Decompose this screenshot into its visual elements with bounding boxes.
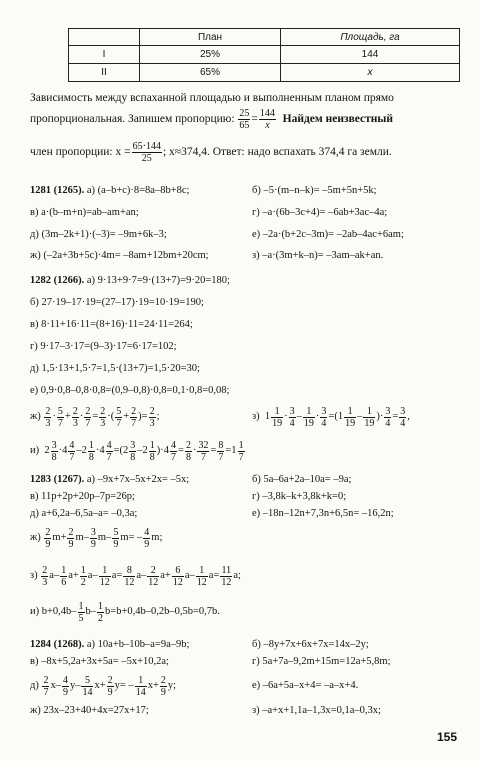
- answer-z: з) –a+x+1,1a–1,3x=0,1a–0,3x;: [252, 705, 381, 716]
- denominator: x: [265, 119, 270, 131]
- answer-v: в) 8·11+16·11=(8+16)·11=24·11=264;: [30, 319, 193, 330]
- fraction: $\frac{3}{4}$: [385, 405, 391, 429]
- answer-g: г) –3,8k–k+3,8k+k=0;: [252, 491, 347, 502]
- intro-line-2: [30, 106, 393, 132]
- fraction: $\frac{5}{7}$: [116, 405, 122, 429]
- answer-g: г) 5a+7a–9,2m+15m=12a+5,8m;: [252, 656, 391, 667]
- fraction: $\frac{3}{4}$: [321, 405, 327, 429]
- answer-i: и) b+0,4b– $\frac{1}{5}$ b– $\frac{1}{2}$ b=b+0,4b–0,2b–0,5b=0,7b.: [30, 600, 220, 624]
- fraction: [132, 141, 162, 164]
- intro-line-1: Зависимость между вспаханной площадью и выполненным планом прямо: [30, 92, 394, 104]
- item-label: ж): [30, 532, 41, 543]
- intro-text: ; x≈374,4. Ответ: надо вспахать 374,4 га земли.: [162, 146, 392, 158]
- answer-e: е) –2a·(b+2c–3m)= –2ab–4ac+6am;: [252, 229, 404, 240]
- intro-text-bold: Найдем неизвестный: [282, 113, 394, 125]
- fraction: $\frac{1}{12}$: [99, 564, 110, 588]
- fraction: $\frac{2}{9}$: [68, 526, 74, 550]
- fraction: $\frac{1}{2}$: [98, 600, 104, 624]
- fraction: $\frac{8}{12}$: [124, 564, 135, 588]
- fraction: $\frac{1}{12}$: [196, 564, 207, 588]
- fraction: [238, 108, 250, 131]
- item-label: з): [252, 411, 260, 422]
- fraction: $\frac{2}{3}$: [72, 405, 78, 429]
- fraction: $\frac{1}{7}$: [238, 439, 244, 463]
- plan-table: [68, 28, 460, 82]
- fraction: $\frac{2}{9}$: [45, 526, 51, 550]
- answer-z: з) $\frac{2}{3}$ a– $\frac{1}{6}$ a+ $\frac{1}{2}$ a– $\frac{1}{12}$ a= $\frac{8}{12}$ a– $\frac{2}{12}$ a+ $\frac{6}{12}$ a– $\frac{1}{12}$ a= $\frac{11}{12}$ a;: [30, 564, 241, 588]
- answer-b: б) 27·19–17·19=(27–17)·19=10·19=190;: [30, 297, 204, 308]
- numerator: 144: [259, 107, 275, 119]
- numerator: 25: [239, 107, 250, 119]
- fraction: $\frac{1}{19}$: [272, 405, 283, 429]
- fraction: $\frac{6}{12}$: [172, 564, 183, 588]
- fraction: $\frac{2}{7}$: [85, 405, 91, 429]
- item-label: и): [30, 445, 40, 456]
- answer-g: г) 9·17–3·17=(9–3)·17=6·17=102;: [30, 341, 177, 352]
- answer-d: д) a+6,2a–6,5a–a= –0,3a;: [30, 508, 138, 519]
- table-cell: II: [69, 64, 140, 82]
- fraction: $\frac{8}{7}$: [218, 439, 224, 463]
- answer-v: в) a·(b–m+n)=ab–am+an;: [30, 207, 139, 218]
- item-label: ж): [30, 411, 41, 422]
- answer-z: з) –a·(3m+k–n)= –3am–ak+an.: [252, 250, 384, 261]
- answer-a: а) (a–b+c)·8=8a–8b+8c;: [86, 185, 190, 196]
- problem-1283-line: [30, 473, 189, 487]
- fraction: $\frac{2}{3}$: [42, 564, 48, 588]
- fraction: $\frac{5}{14}$: [82, 674, 93, 698]
- answer-z: з) 1 $\frac{1}{19}$ · $\frac{3}{4}$ – $\frac{1}{19}$ · $\frac{3}{4}$ =(1 $\frac{1}{19}$ – $\frac{1}{19}$ )· $\frac{3}{4}$ = $\frac{3}{4}$ ,: [252, 405, 410, 429]
- item-label: з): [30, 570, 38, 581]
- fraction: $\frac{5}{7}$: [57, 405, 63, 429]
- fraction: $\frac{1}{19}$: [303, 405, 314, 429]
- table-cell: x: [281, 64, 460, 82]
- problem-number: 1283 (1267).: [30, 474, 85, 485]
- fraction: $\frac{1}{8}$: [88, 439, 94, 463]
- table-cell: [69, 29, 140, 46]
- intro-text: пропорциональная. Запишем пропорцию:: [30, 113, 235, 125]
- fraction: $\frac{2}{7}$: [131, 405, 137, 429]
- answer-d: д) 1,5·13+1,5·7=1,5·(13+7)=1,5·20=30;: [30, 363, 200, 374]
- fraction: $\frac{1}{8}$: [149, 439, 155, 463]
- fraction: $\frac{3}{4}$: [400, 405, 406, 429]
- fraction: $\frac{1}{14}$: [135, 674, 146, 698]
- answer-v: в) –8x+5,2a+3x+5a= –5x+10,2a;: [30, 656, 169, 667]
- answer-b: б) 5a–6a+2a–10a= –9a;: [252, 474, 352, 485]
- fraction: $\frac{32}{7}$: [198, 439, 209, 463]
- fraction: $\frac{2}{3}$: [149, 405, 155, 429]
- fraction: $\frac{2}{12}$: [148, 564, 159, 588]
- table-cell: Площадь, га: [281, 29, 460, 46]
- item-text: и) b+0,4b–: [30, 606, 77, 617]
- denominator: 65: [239, 119, 250, 131]
- answer-d: д) (3m–2k+1)·(–3)= –9m+6k–3;: [30, 229, 167, 240]
- table-row: [69, 29, 460, 46]
- answer-a: а) –9x+7x–5x+2x= –5x;: [86, 474, 190, 485]
- intro-line-3: [30, 138, 392, 166]
- answer-a: а) 9·13+9·7=9·(13+7)=9·20=180;: [86, 275, 230, 286]
- answer-zh: ж) $\frac{2}{9}$ m+ $\frac{2}{9}$ m– $\frac{3}{9}$ m– $\frac{5}{9}$ m= – $\frac{4}{9}$ m;: [30, 526, 163, 550]
- table-row: [69, 46, 460, 64]
- problem-number: 1282 (1266).: [30, 275, 85, 286]
- denominator: 25: [141, 152, 152, 164]
- fraction: $\frac{1}{6}$: [61, 564, 67, 588]
- fraction: $\frac{11}{12}$: [221, 564, 232, 588]
- problem-1284-line: [30, 638, 189, 652]
- fraction: $\frac{2}{9}$: [107, 674, 113, 698]
- answer-zh: ж) $\frac{2}{3}$ · $\frac{5}{7}$ + $\frac{2}{3}$ · $\frac{2}{7}$ = $\frac{2}{3}$ ·( $\frac{5}{7}$ + $\frac{2}{7}$ )= $\frac{2}{3}$ ;: [30, 405, 160, 429]
- answer-g: г) –a·(6b–3c+4)= –6ab+3ac–4a;: [252, 207, 388, 218]
- table-cell: 25%: [140, 46, 281, 64]
- fraction: $\frac{1}{19}$: [345, 405, 356, 429]
- fraction: $\frac{1}{19}$: [364, 405, 375, 429]
- answer-zh: ж) (–2a+3b+5c)·4m= –8am+12bm+20cm;: [30, 250, 209, 261]
- table-cell: 144: [281, 46, 460, 64]
- fraction: $\frac{3}{8}$: [130, 439, 136, 463]
- fraction: $\frac{1}{5}$: [78, 600, 84, 624]
- fraction: $\frac{2}{3}$: [100, 405, 106, 429]
- fraction: $\frac{2}{9}$: [160, 674, 166, 698]
- equals-sign: =: [251, 113, 258, 125]
- fraction: $\frac{4}{7}$: [106, 439, 112, 463]
- answer-e: е) –18n–12n+7,3n+6,5n= –16,2n;: [252, 508, 394, 519]
- page-number: 155: [437, 730, 458, 744]
- fraction: $\frac{3}{4}$: [289, 405, 295, 429]
- answer-a: а) 10a+b–10b–a=9a–9b;: [86, 639, 190, 650]
- answer-d: д) $\frac{2}{7}$ x– $\frac{4}{9}$ y– $\frac{5}{14}$ x+ $\frac{2}{9}$ y= – $\frac{1}{14}$ x+ $\frac{2}{9}$ y;: [30, 674, 177, 698]
- answer-zh: ж) 23x–23+40+4x=27x+17;: [30, 705, 149, 716]
- fraction: $\frac{2}{8}$: [185, 439, 191, 463]
- answer-v: в) 11p+2p+20p–7p=26p;: [30, 491, 135, 502]
- table-cell: План: [140, 29, 281, 46]
- fraction: $\frac{2}{3}$: [45, 405, 51, 429]
- answer-e: е) 0,9·0,8–0,8·0,8=(0,9–0,8)·0,8=0,1·0,8=0,08;: [30, 385, 230, 396]
- answer-i: и) 2 $\frac{3}{8}$ ·4 $\frac{4}{7}$ –2 $\frac{1}{8}$ ·4 $\frac{4}{7}$ =(2 $\frac{3}{8}$ –2 $\frac{1}{8}$ )·4 $\frac{4}{7}$ = $\frac{2}{8}$ · $\frac{32}{7}$ = $\frac{8}{7}$ =1 $\frac{1}{7}$: [30, 439, 244, 463]
- fraction: $\frac{4}{7}$: [69, 439, 75, 463]
- fraction: $\frac{2}{7}$: [43, 674, 49, 698]
- fraction: $\frac{4}{9}$: [62, 674, 68, 698]
- problem-number: 1284 (1268).: [30, 639, 85, 650]
- fraction: $\frac{4}{9}$: [144, 526, 150, 550]
- fraction: $\frac{3}{8}$: [51, 439, 57, 463]
- answer-b: б) –5·(m–n–k)= –5m+5n+5k;: [252, 185, 377, 196]
- problem-number: 1281 (1265).: [30, 185, 85, 196]
- fraction: $\frac{1}{2}$: [80, 564, 86, 588]
- fraction: [259, 108, 276, 131]
- item-label: д): [30, 680, 39, 691]
- problem-1281-line: [30, 184, 189, 198]
- problem-1282-line: [30, 274, 230, 288]
- numerator: 65·144: [132, 140, 161, 152]
- answer-e: е) –6a+5a–x+4= –a–x+4.: [252, 680, 359, 691]
- intro-text: член пропорции: x =: [30, 146, 131, 158]
- table-row: [69, 64, 460, 82]
- table-cell: 65%: [140, 64, 281, 82]
- fraction: $\frac{3}{9}$: [90, 526, 96, 550]
- table-cell: I: [69, 46, 140, 64]
- answer-b: б) –8y+7x+6x+7x=14x–2y;: [252, 639, 369, 650]
- fraction: $\frac{4}{7}$: [171, 439, 177, 463]
- fraction: $\frac{5}{9}$: [113, 526, 119, 550]
